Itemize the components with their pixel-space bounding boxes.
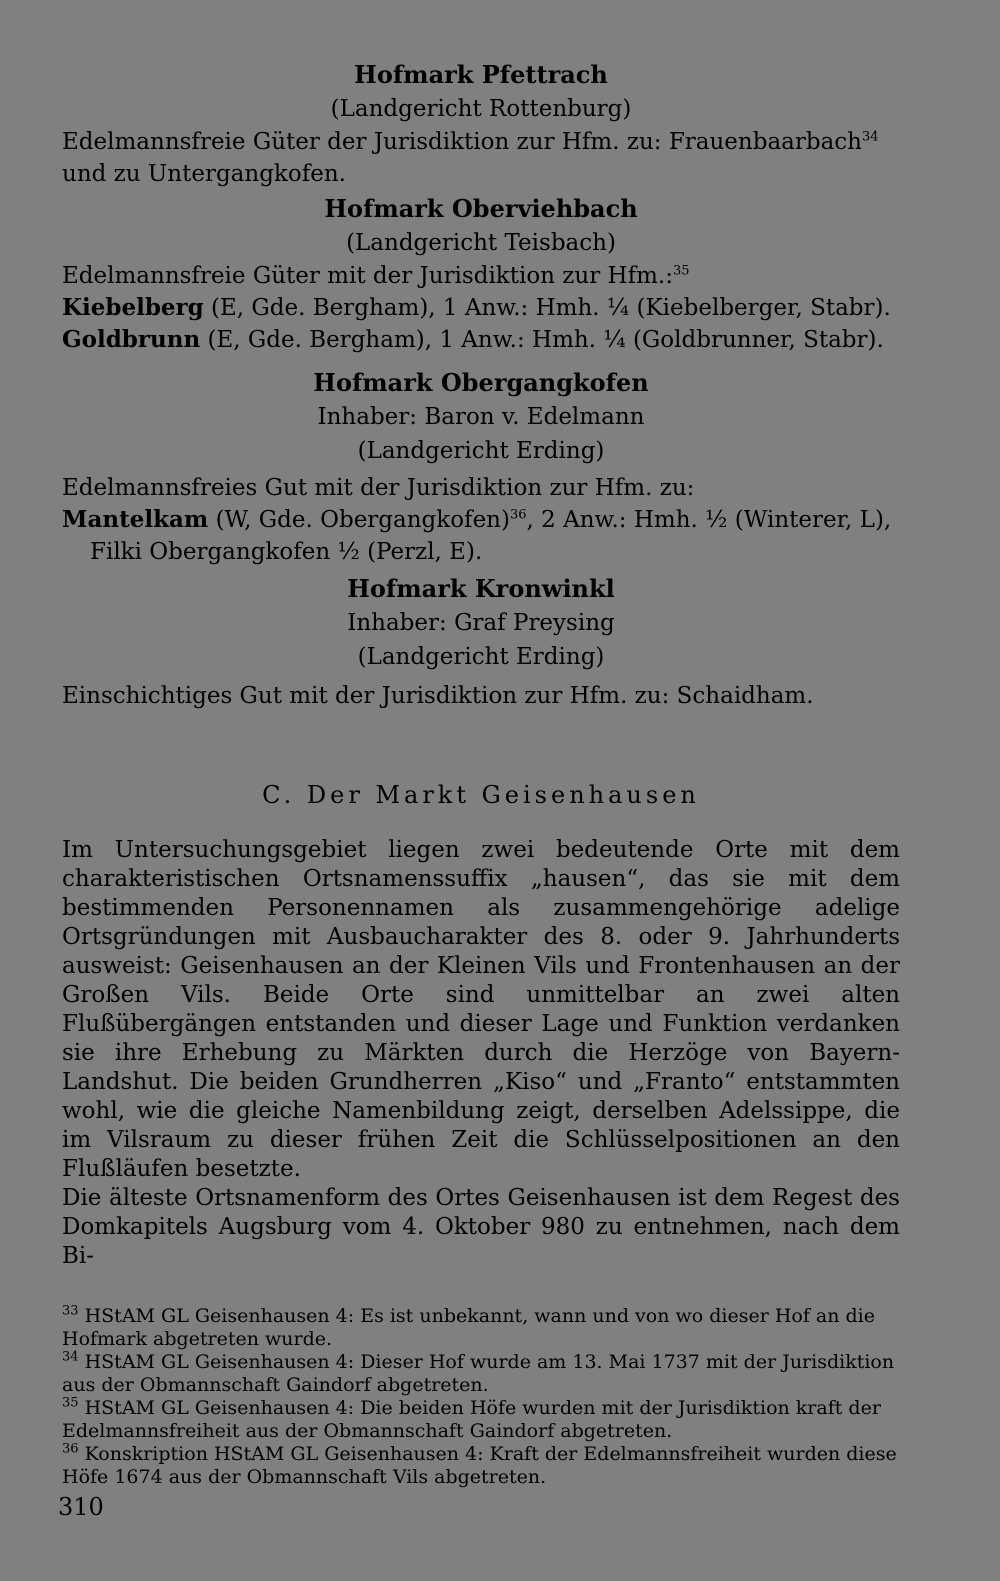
entry-goldbrunn: [62, 324, 900, 356]
entry-mantelkam-name: Mantelkam: [62, 506, 209, 533]
footnote-ref-35: 35: [672, 263, 690, 279]
footnote-number: 33: [62, 1303, 79, 1319]
entry-kiebelberg: [62, 292, 900, 324]
footnote-number: 34: [62, 1349, 79, 1365]
entry-goldbrunn-name: Goldbrunn: [62, 326, 201, 353]
footnote-text: HStAM GL Geisenhausen 4: Die beiden Höfe wurden mit der Jurisdiktion kraft der Edelmannsfreiheit aus der Obmannschaft Gaindorf abgetreten.: [62, 1397, 881, 1442]
section-heading: C. Der Markt Geisenhausen: [262, 781, 700, 809]
section-paragraph-2: Die älteste Ortsnamenform des Ortes Geisenhausen ist dem Regest des Domkapitels Augsburg vom 4. Oktober 980 zu entnehmen, nach dem Bi-: [62, 1185, 900, 1269]
heading-kronwinkl: Hofmark Kronwinkl: [347, 574, 615, 603]
text-oberviehbach: [62, 260, 900, 292]
page-content: [62, 58, 900, 1489]
heading-obergangkofen: Hofmark Obergangkofen: [313, 368, 649, 397]
footnote-text: Konskription HStAM GL Geisenhausen 4: Kraft der Edelmannsfreiheit wurden diese Höfe 1674 aus der Obmannschaft Vils abgetreten.: [62, 1443, 897, 1488]
owner-kronwinkl: Inhaber: Graf Preysing: [347, 610, 615, 636]
page-number: 310: [58, 1493, 104, 1521]
footnotes: [62, 1305, 900, 1489]
court-pfettrach: (Landgericht Rottenburg): [330, 96, 632, 122]
footnote-text: HStAM GL Geisenhausen 4: Dieser Hof wurde am 13. Mai 1737 mit der Jurisdiktion aus der Obmannschaft Gaindorf abgetreten.: [62, 1351, 895, 1396]
text-pfettrach-end: und zu Untergangkofen.: [62, 161, 346, 187]
owner-obergangkofen: Inhaber: Baron v. Edelmann: [317, 404, 645, 430]
court-kronwinkl: (Landgericht Erding): [357, 644, 605, 670]
footnote-33: [62, 1305, 900, 1351]
text-pfettrach-main: Edelmannsfreie Güter der Jurisdiktion zur Hfm. zu: Frauenbaarbach: [62, 129, 862, 155]
footnote-number: 35: [62, 1395, 79, 1411]
entry-kiebelberg-name: Kiebelberg: [62, 294, 204, 321]
entry-mantelkam-detail-a: (W, Gde. Obergangkofen): [208, 507, 510, 533]
text-oberviehbach-main: Edelmannsfreie Güter mit der Jurisdiktion zur Hfm.:: [62, 263, 673, 289]
section-paragraph-1: Im Untersuchungsgebiet liegen zwei bedeutende Orte mit dem charakteristischen Ortsnamenssuffix „hausen“, das sie mit dem bestimmenden Personennamen als zusammengehörige adelige Ortsgründungen mit Ausbaucharakter des 8. oder 9. Jahrhunderts ausweist: Geisenhausen an der Kleinen Vils und Frontenhausen an der Großen Vils. Beide Orte sind unmittelbar an zwei alten Flußübergängen entstanden und dieser Lage und Funktion verdanken sie ihre Erhebung zu Märkten durch die Herzöge von Bayern-Landshut. Die beiden Grundherren „Kiso“ und „Franto“ entstammten wohl, wie die gleiche Namenbildung zeigt, derselben Adelssippe, die im Vilsraum zu dieser frühen Zeit die Schlüsselpositionen an den Flußläufen besetzte.: [62, 837, 900, 1182]
entry-mantelkam-detail-b: , 2 Anw.: Hmh. ½ (Winterer, L), Filki Obergangkofen ½ (Perzl, E).: [90, 507, 892, 565]
footnote-text: HStAM GL Geisenhausen 4: Es ist unbekannt, wann und von wo dieser Hof an die Hofmark abgetreten wurde.: [62, 1305, 876, 1350]
footnote-35: [62, 1397, 900, 1443]
footnote-ref-36: 36: [509, 507, 527, 523]
entry-goldbrunn-detail: (E, Gde. Bergham), 1 Anw.: Hmh. ¼ (Goldbrunner, Stabr).: [200, 327, 884, 353]
heading-oberviehbach: Hofmark Oberviehbach: [324, 194, 638, 223]
court-oberviehbach: (Landgericht Teisbach): [346, 230, 616, 256]
entry-kiebelberg-detail: (E, Gde. Bergham), 1 Anw.: Hmh. ¼ (Kiebelberger, Stabr).: [203, 295, 891, 321]
footnote-36: [62, 1443, 900, 1489]
heading-pfettrach: Hofmark Pfettrach: [354, 60, 608, 89]
footnote-34: [62, 1351, 900, 1397]
footnote-number: 36: [62, 1441, 79, 1457]
text-pfettrach: [62, 126, 900, 190]
entry-mantelkam: [62, 504, 900, 568]
text-kronwinkl: Einschichtiges Gut mit der Jurisdiktion zur Hfm. zu: Schaidham.: [62, 683, 814, 709]
court-obergangkofen: (Landgericht Erding): [357, 438, 605, 464]
text-obergangkofen: Edelmannsfreies Gut mit der Jurisdiktion zur Hfm. zu:: [62, 475, 695, 501]
footnote-ref-34: 34: [862, 129, 879, 145]
